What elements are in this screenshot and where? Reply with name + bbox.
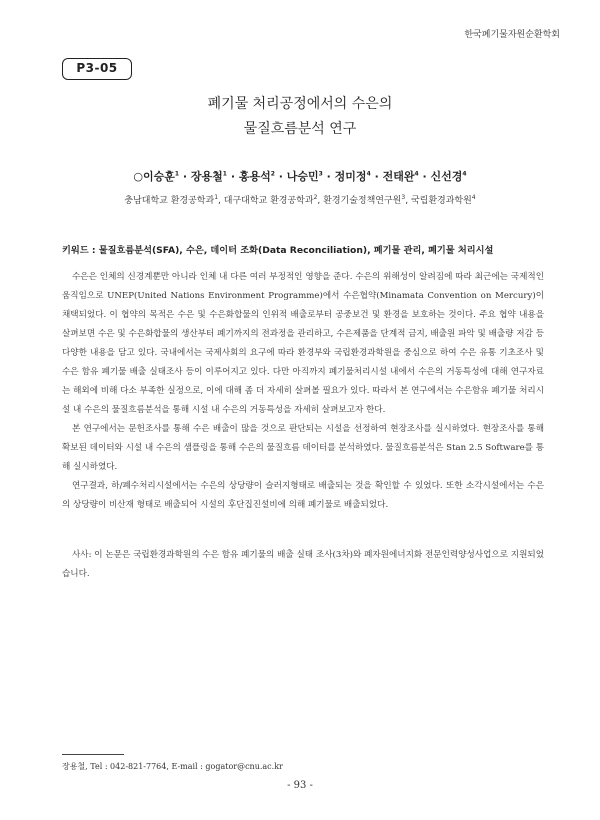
author-name: 전태완 [382,170,415,183]
affiliation-list [0,193,600,206]
author-separator: · [226,170,239,183]
affiliation-mark: 1 [214,194,219,201]
author-name: 신선경 [430,170,463,183]
author-affiliation-mark: 1 [174,170,180,178]
author-name: 나승민 [286,170,319,183]
body-paragraph-2: 본 연구에서는 문헌조사를 통해 수은 배출이 많을 것으로 판단되는 시설을 선정하여 현장조사를 실시하였다. 현장조사를 통해 확보된 데이터와 시설 내 수은의 샘플링을 통해 수은의 물질흐름 데이터를 분석하였다. 물질흐름분석은 Stan 2.5 Software를 통해 실시하였다. [62,424,545,472]
affiliation-name: 대구대학교 환경공학과 [223,196,314,206]
author-affiliation-mark: 4 [414,170,419,178]
affiliation-mark: 3 [401,194,406,201]
body-paragraph-3: 연구결과, 하/폐수처리시설에서는 수은의 상당량이 슬러지형태로 배출되는 것을 확인할 수 있었다. 또한 소각시설에서는 수은의 상당량이 비산재 형태로 배출되어 시설의 후단집진설비에 의해 폐기물로 배출되었다. [62,481,544,510]
affiliation-separator: , [405,196,411,206]
paper-title [0,92,600,142]
affiliation-separator: , [317,196,324,206]
footnote-divider [62,754,124,755]
affiliation-mark: 2 [313,194,318,201]
author-affiliation-mark: 2 [270,170,275,178]
abstract-body [62,268,544,515]
affiliation-name: 국립환경과학원 [410,196,472,206]
page-number: - 93 - [287,780,313,791]
author-separator: · [418,170,431,183]
author-separator: · [370,170,383,183]
author-name: 장용철 [190,170,223,183]
author-list [0,168,600,184]
author-name: 정미정 [334,170,367,183]
author-separator: · [322,170,335,183]
affiliation-separator: , [218,196,224,206]
affiliation-mark: 4 [471,194,476,201]
corresponding-author-footnote: 장용철, Tel : 042-821-7764, E-mail : gogator@cnu.ac.kr [62,762,283,771]
author-affiliation-mark: 3 [318,170,323,178]
presentation-code: P3-05 [62,58,132,80]
keywords: 키워드 : 물질흐름분석(SFA), 수은, 데이터 조화(Data Reconciliation), 폐기물 관리, 폐기물 처리시설 [62,245,494,256]
acknowledgement: 사사: 이 논문은 국립환경과학원의 수은 함유 폐기물의 배출 실태 조사(3차)와 폐자원에너지화 전문인력양성사업으로 지원되었습니다. [62,550,544,579]
author-separator: · [274,170,287,183]
society-header: 한국폐기물자원순환학회 [464,30,560,40]
affiliation-name: 충남대학교 환경공학과 [124,196,215,206]
body-paragraph-1: 수은은 인체의 신경계뿐만 아니라 인체 내 다른 여러 부정적인 영향을 준다. 수은의 위해성이 알려짐에 따라 최근에는 국제적인 움직임으로 UNEP(United Nations Environment Programme)에서 수은협약(Minamata Convention on Mercury)이 채택되었다. 이 협약의 목적은 수은 및 수은화합물의 인위적 배출로부터 공중보건 및 환경을 보호하는 것이다. 주요 협약 내용을 살펴보면 수은 및 수은화합물의 생산부터 폐기까지의 전과정을 관리하고, 수은제품을 단계적 금지, 배출원 파악 및 배출량 저감 등 다양한 내용을 담고 있다. 국내에서는 국제사회의 요구에 따라 환경부와 국립환경과학원을 중심으로 하여 수은 유통 기초조사 및 수은 함유 폐기물 배출 실태조사 등이 이루어지고 있다. 다만 아직까지 폐기물처리시설 내에서 수은의 거동특성에 대해 연구자료는 해외에 비해 다소 부족한 실정으로, 이에 대해 좀 더 자세히 살펴볼 필요가 있다. 따라서 본 연구에서는 수은함유 폐기물 처리시설 내 수은의 물질흐름분석을 통해 시설 내 수은의 거동특성을 자세히 살펴보고자 한다. [62,272,544,415]
author-name: ○이승훈 [133,170,175,183]
author-affiliation-mark: 1 [222,170,227,178]
author-affiliation-mark: 4 [366,170,371,178]
affiliation-name: 환경기술정책연구원 [323,196,402,206]
author-separator: · [179,170,191,183]
title-line-1: 폐기물 처리공정에서의 수은의 [207,96,393,112]
author-name: 홍용석 [238,170,271,183]
title-line-2: 물질흐름분석 연구 [243,121,357,137]
author-affiliation-mark: 4 [462,170,467,178]
